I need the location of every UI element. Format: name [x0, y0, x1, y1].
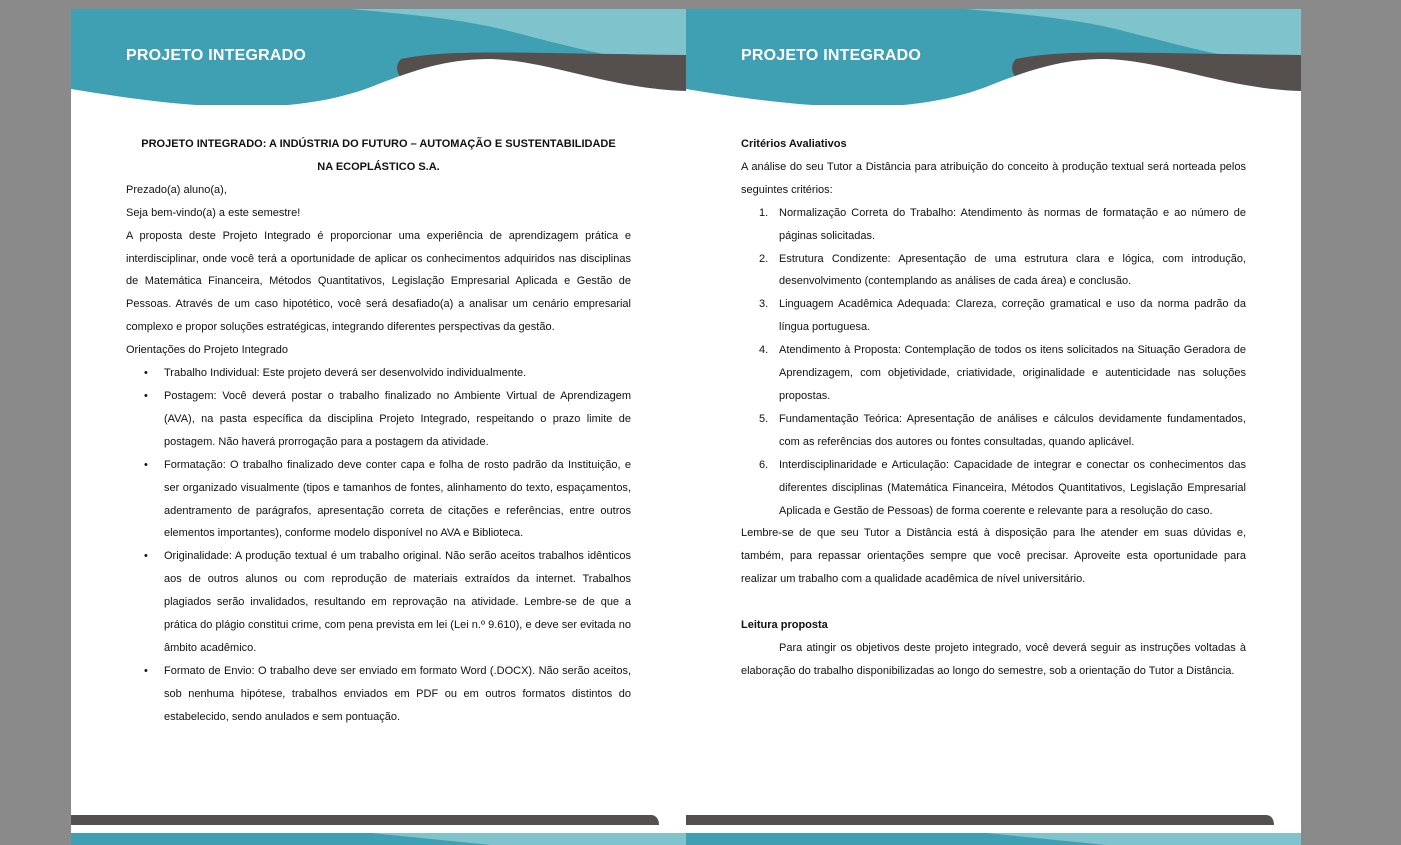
criteria-heading: Critérios Avaliativos	[741, 138, 847, 150]
list-item	[759, 202, 1246, 248]
list-item: • Formatação: O trabalho finalizado deve conter capa e folha de rosto padrão da Instituição, e ser organizado visualmente (tipos e tamanhos de fontes, alinhamento do texto, espaçamentos, adentramento de parágrafos, apresentação correta de citações e referências, entre outros elementos importantes), conforme modelo disponível no AVA e Biblioteca.	[164, 454, 631, 546]
reading-paragraph: Para atingir os objetivos deste projeto integrado, você deverá seguir as instruções voltadas à elaboração do trabalho disponibilizadas ao longo do semestre, sob a orientação do Tutor a Distância.	[741, 642, 1246, 677]
list-item	[759, 454, 1246, 523]
item-number: 3.	[759, 298, 769, 311]
footer-banner	[71, 811, 686, 845]
page-2-body	[741, 133, 1246, 683]
item-text: Interdisciplinaridade e Articulação: Capacidade de integrar e conectar os conhecimentos das diferentes disciplinas (Matemática Financeira, Métodos Quantitativos, Legislação Empresarial Aplicada e Gestão de Pessoas) de forma coerente e relevante para a resolução do caso.	[779, 458, 1246, 517]
greeting: Prezado(a) aluno(a),	[126, 183, 227, 196]
item-text: Atendimento à Proposta: Contemplação de todos os itens solicitados na Situação Geradora de Aprendizagem, com objetividade, criatividade, originalidade e autenticidade nas soluções propostas.	[779, 344, 1246, 402]
list-item	[759, 408, 1246, 454]
item-text: Fundamentação Teórica: Apresentação de análises e cálculos devidamente fundamentados, com as referências dos autores ou fontes consultadas, quando aplicável.	[779, 412, 1246, 448]
reading-heading: Leitura proposta	[741, 619, 828, 632]
criteria-list	[741, 202, 1246, 523]
list-item: • Postagem: Você deverá postar o trabalho finalizado no Ambiente Virtual de Aprendizagem (AVA), na pasta específica da disciplina Projeto Integrado, respeitando o prazo limite de postagem. Não haverá prorrogação para a postagem da atividade.	[164, 385, 631, 454]
header-title: PROJETO INTEGRADO	[126, 47, 307, 64]
orientations-heading: Orientações do Projeto Integrado	[126, 344, 289, 357]
list-item: • Formato de Envio: O trabalho deve ser enviado em formato Word (.DOCX). Não serão aceitos, sob nenhuma hipótese, trabalhos enviados em PDF ou em outros formatos distintos do estabelecido, sendo anulados e sem pontuação.	[164, 660, 631, 729]
page-1-body	[126, 133, 631, 729]
paragraph-spacer	[741, 591, 1246, 614]
item-number: 5.	[759, 412, 769, 425]
reminder-paragraph: Lembre-se de que seu Tutor a Distância está à disposição para lhe atender em suas dúvidas e, também, para repassar orientações sempre que você precisar. Aproveite esta oportunidade para realizar um trabalho com a qualidade acadêmica de nível universitário.	[741, 527, 1246, 586]
intro-paragraph: A proposta deste Projeto Integrado é proporcionar uma experiência de aprendizagem prática e interdisciplinar, onde você terá a oportunidade de aplicar os conhecimentos adquiridos nas disciplinas de Matemática Financeira, Métodos Quantitativos, Legislação Empresarial Aplicada e Gestão de Pessoas. Através de um caso hipotético, você será desafiado(a) a analisar um cenário empresarial complexo e propor soluções estratégicas, integrando diferentes perspectivas da gestão.	[126, 229, 631, 334]
list-item	[759, 248, 1246, 294]
item-text: Linguagem Acadêmica Adequada: Clareza, correção gramatical e uso da norma padrão da língua portuguesa.	[779, 298, 1246, 334]
item-text: Estrutura Condizente: Apresentação de uma estrutura clara e lógica, com introdução, desenvolvimento (contemplando as análises de cada área) e conclusão.	[779, 252, 1246, 288]
list-item	[759, 293, 1246, 339]
list-item	[759, 339, 1246, 408]
welcome-line: Seja bem-vindo(a) a este semestre!	[126, 206, 301, 219]
document-title: PROJETO INTEGRADO: A INDÚSTRIA DO FUTURO – AUTOMAÇÃO E SUSTENTABILIDADE NA ECOPLÁSTICO S.A.	[141, 138, 616, 173]
document-page-1	[71, 9, 686, 845]
item-text: Normalização Correta do Trabalho: Atendimento às normas de formatação e ao número de páginas solicitadas.	[779, 206, 1246, 242]
list-item: • Originalidade: A produção textual é um trabalho original. Não serão aceitos trabalhos idênticos aos de outros alunos ou com reprodução de materiais extraídos da internet. Trabalhos plagiados serão invalidados, resultando em reprovação na atividade. Lembre-se de que a prática do plágio constitui crime, com pena prevista em lei (Lei n.º 9.610), e deve ser evitada no âmbito acadêmico.	[164, 545, 631, 660]
item-number: 6.	[759, 458, 769, 471]
document-page-2	[686, 9, 1301, 845]
orientations-list	[126, 362, 631, 729]
item-number: 2.	[759, 252, 769, 265]
footer-banner	[686, 811, 1301, 845]
header-title: PROJETO INTEGRADO	[741, 47, 922, 64]
list-item: • Trabalho Individual: Este projeto deverá ser desenvolvido individualmente.	[164, 362, 631, 385]
criteria-intro: A análise do seu Tutor a Distância para atribuição do conceito à produção textual será norteada pelos seguintes critérios:	[741, 160, 1246, 196]
item-number: 4.	[759, 344, 769, 357]
item-number: 1.	[759, 206, 769, 219]
